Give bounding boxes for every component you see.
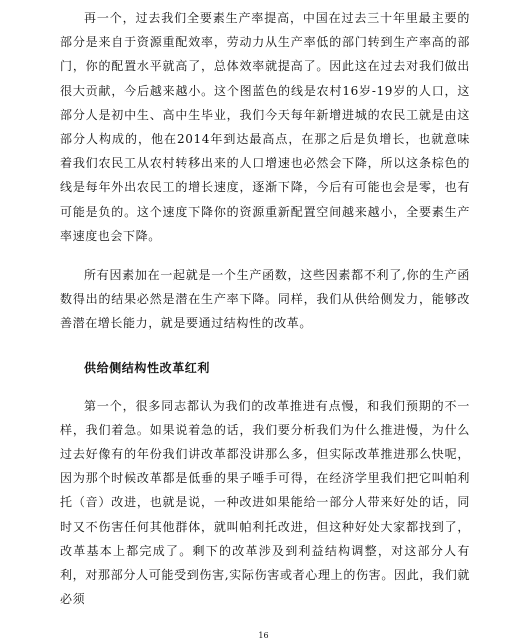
- body-paragraph: 第一个，很多同志都认为我们的改革推进有点慢，和我们预期的不一样，我们着急。如果说着急的话，我们要分析我们为什么推进慢，为什么过去好像有的年份我们讲改革都没讲那么多，但实际改革推进那么快呢，因为那个时候改革都是低垂的果子唾手可得，在经济学里我们把它叫帕利托（音）改进，也就是说，一种改进如果能给一部分人带来好处的话，同时又不伤害任何其他群体，就叫帕利托改进，但这种好处大家都找到了，改革基本上都完成了。剩下的改革涉及到利益结构调整，对这部分人有利，对那部分人可能受到伤害,实际伤害或者心理上的伤害。因此，我们就必须: [60, 398, 470, 607]
- body-paragraph: 所有因素加在一起就是一个生产函数，这些因素都不利了,你的生产函数得出的结果必然是潜在生产率下降。同样，我们从供给侧发力，能够改善潜在增长能力，就是要通过结构性的改革。: [60, 268, 470, 331]
- document-body: [60, 0, 470, 611]
- body-paragraph: 再一个，过去我们全要素生产率提高，中国在过去三十年里最主要的部分是来自于资源重配效率，劳动力从生产率低的部门转到生产率高的部门，你的配置水平就高了，总体效率就提高了。因此这在过去对我们做出很大贡献，今后越来越小。这个图蓝色的线是农村16岁-19岁的人口，这部分人是初中生、高中生毕业，我们今天每年新增进城的农民工就是由这部分人构成的，他在2014年到达最高点，在那之后是负增长，也就意味着我们农民工从农村转移出来的人口增速也必然会下降，所以这条棕色的线是每年外出农民工的增长速度，逐渐下降，今后有可能也会是零，也有可能是负的。这个速度下降你的资源重新配置空间越来越小，全要素生产率速度也会下降。: [60, 11, 470, 243]
- page-number: 16: [258, 631, 269, 640]
- section-heading: 供给侧结构性改革红利: [84, 360, 211, 375]
